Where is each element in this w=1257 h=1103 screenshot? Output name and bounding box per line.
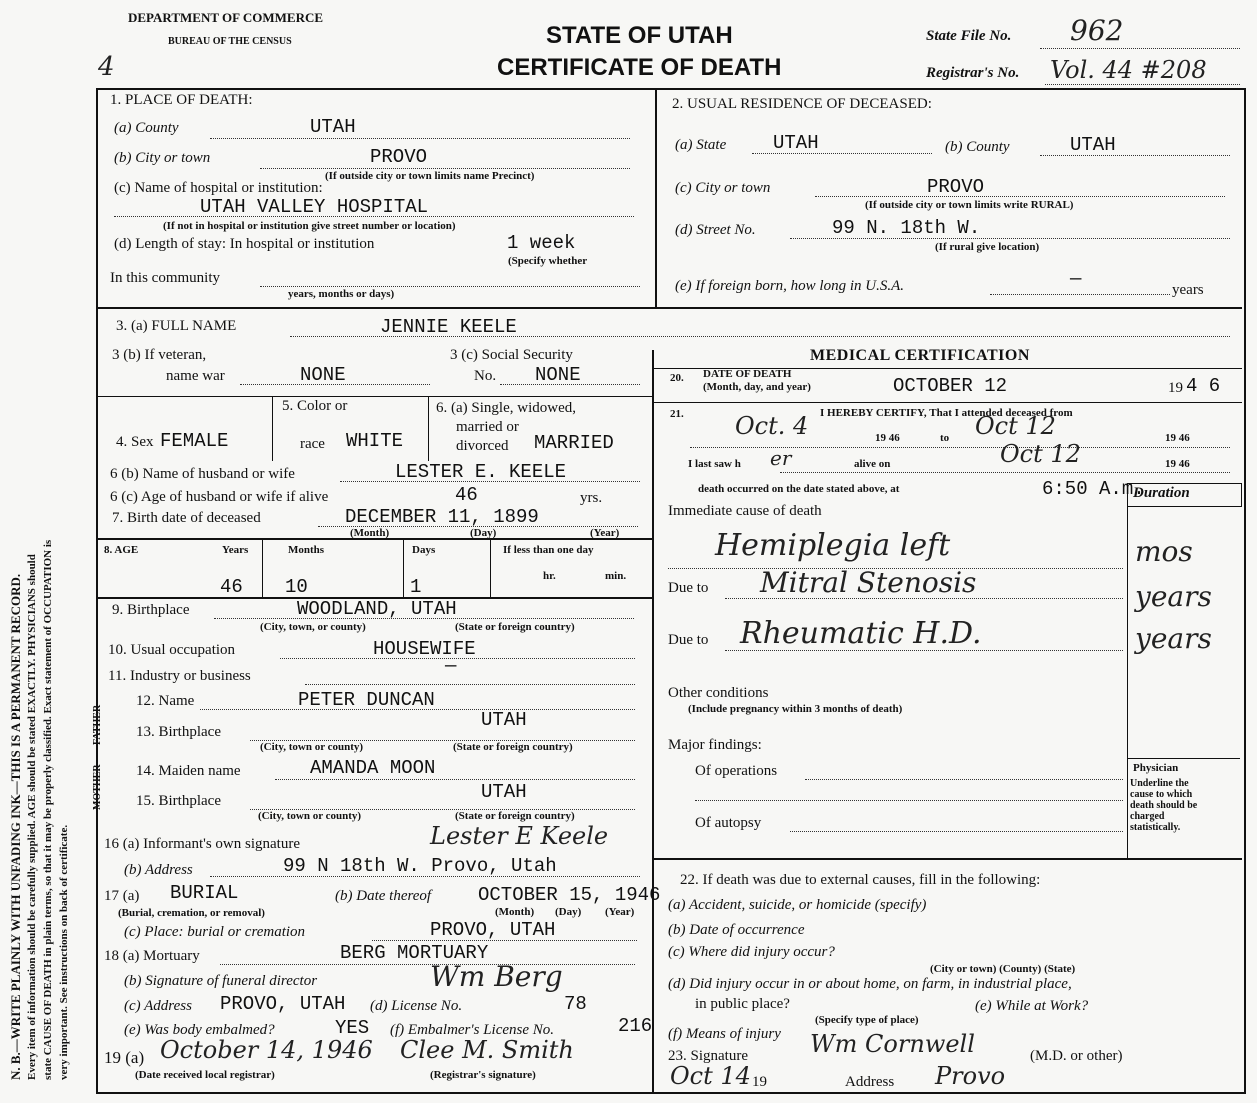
- duration-label: Duration: [1133, 485, 1190, 501]
- birthplace-value: WOODLAND, UTAH: [297, 598, 457, 620]
- father-side-label: FATHER: [92, 704, 103, 745]
- external-f: (f) Means of injury: [668, 1026, 781, 1042]
- industry-value: —: [445, 655, 457, 677]
- hospital-value: UTAH VALLEY HOSPITAL: [200, 196, 429, 218]
- due-to-1-duration: years: [1135, 580, 1212, 613]
- residence-heading: 2. USUAL RESIDENCE OF DECEASED:: [672, 96, 932, 112]
- immediate-cause-value: Hemiplegia left: [715, 528, 951, 563]
- embalmer-license-label: (f) Embalmer's License No.: [390, 1022, 555, 1038]
- spouse-age-label: 6 (c) Age of husband or wife if alive: [110, 489, 329, 505]
- registrar-item-label: 19 (a): [104, 1048, 145, 1067]
- attended-from: Oct. 4: [735, 412, 809, 440]
- full-name-value: JENNIE KEELE: [380, 316, 517, 338]
- medical-heading: MEDICAL CERTIFICATION: [810, 347, 1030, 364]
- social-security-value: NONE: [535, 364, 581, 386]
- hospital-note: (If not in hospital or institution give street number or location): [163, 220, 456, 232]
- mother-state-note: (State or foreign country): [455, 810, 575, 822]
- father-name-value: PETER DUNCAN: [298, 689, 435, 711]
- occupation-value: HOUSEWIFE: [373, 638, 476, 660]
- res-street-label: (d) Street No.: [675, 222, 756, 238]
- res-county-value: UTAH: [1070, 134, 1116, 156]
- occupation-label: 10. Usual occupation: [108, 642, 236, 658]
- date-of-death-year-prefix: 19: [1168, 380, 1183, 396]
- marital-label-3: divorced: [456, 438, 509, 454]
- due-to-1-label: Due to: [668, 580, 709, 596]
- alive-on-label: alive on: [854, 458, 891, 470]
- age-days-value: 1: [410, 576, 422, 598]
- mortuary-license-value: 78: [564, 993, 587, 1015]
- state-file-value: 962: [1070, 14, 1124, 47]
- death-county-label: (a) County: [114, 120, 179, 136]
- physician-note-title: Physician: [1133, 762, 1179, 774]
- signature-year-prefix: 19: [752, 1074, 767, 1090]
- registrar-label: Registrar's No.: [926, 65, 1020, 81]
- res-street-note: (If rural give location): [935, 241, 1040, 253]
- certify-num: 21.: [670, 408, 684, 420]
- informant-address-value: 99 N 18th W. Provo, Utah: [283, 855, 557, 877]
- father-birthplace-label: 13. Birthplace: [136, 724, 221, 740]
- other-conditions-note: (Include pregnancy within 3 months of death): [688, 703, 903, 715]
- signature-address: Provo: [935, 1062, 1006, 1090]
- due-to-2-duration: years: [1135, 622, 1212, 655]
- father-city-note: (City, town or county): [260, 741, 364, 753]
- immediate-duration: mos: [1135, 535, 1193, 568]
- age-hr-label: hr.: [543, 570, 556, 582]
- burial-date-day-note: (Day): [555, 906, 582, 918]
- length-of-stay-value: 1 week: [507, 232, 576, 254]
- foreign-born-label: (e) If foreign born, how long in U.S.A.: [675, 278, 905, 294]
- date-of-death-num: 20.: [670, 372, 684, 384]
- other-conditions-label: Other conditions: [668, 685, 769, 701]
- informant-address-label: (b) Address: [124, 862, 193, 878]
- veteran-value: NONE: [300, 364, 346, 386]
- age-lt-day-label: If less than one day: [503, 544, 594, 556]
- age-months-value: 10: [285, 576, 308, 598]
- date-of-death-value: OCTOBER 12: [893, 375, 1008, 397]
- mother-side-label: MOTHER: [92, 764, 103, 810]
- length-of-stay-note: (Specify whether: [508, 255, 588, 267]
- form-title: CERTIFICATE OF DEATH: [497, 54, 782, 81]
- father-birthplace-value: UTAH: [481, 709, 527, 731]
- external-e: (e) While at Work?: [975, 998, 1089, 1014]
- burial-date-label: (b) Date thereof: [335, 888, 432, 904]
- funeral-director-signature: Wm Berg: [430, 960, 563, 993]
- certify-text: I HEREBY CERTIFY, That I attended deceased from: [820, 407, 1073, 419]
- due-to-1-value: Mitral Stenosis: [760, 566, 977, 599]
- external-d1: (d) Did injury occur in or about home, on farm, in industrial place,: [668, 976, 1072, 992]
- community-label: In this community: [110, 270, 220, 286]
- immediate-cause-label: Immediate cause of death: [668, 503, 822, 519]
- race-label: race: [300, 436, 325, 452]
- age-days-label: Days: [412, 544, 436, 556]
- last-saw-label: I last saw h: [688, 458, 741, 470]
- hospital-label: (c) Name of hospital or institution:: [114, 180, 323, 196]
- veteran-war-label: name war: [166, 368, 225, 384]
- burial-note: (Burial, cremation, or removal): [118, 907, 265, 919]
- external-a: (a) Accident, suicide, or homicide (specify): [668, 897, 927, 913]
- res-state-value: UTAH: [773, 132, 819, 154]
- registrar-signature: Clee M. Smith: [400, 1036, 574, 1064]
- age-label: 8. AGE: [104, 544, 139, 556]
- age-min-label: min.: [605, 570, 627, 582]
- signature-date: Oct 14: [670, 1062, 751, 1090]
- age-years-label: Years: [222, 544, 249, 556]
- attended-to: Oct 12: [975, 412, 1056, 440]
- marital-label-2: married or: [456, 419, 519, 435]
- burial-date-value: OCTOBER 15, 1946: [478, 884, 661, 906]
- form-title-state: STATE OF UTAH: [546, 22, 733, 49]
- attended-to-year: 19 46: [1165, 432, 1190, 444]
- date-of-death-year: 4 6: [1186, 375, 1221, 397]
- signature-label: 23. Signature: [668, 1048, 748, 1064]
- external-heading: 22. If death was due to external causes, fill in the following:: [680, 872, 1041, 888]
- attended-from-year: 19 46: [875, 432, 900, 444]
- father-state-note: (State or foreign country): [453, 741, 573, 753]
- death-county-value: UTAH: [310, 116, 356, 138]
- registrar-sig-note: (Registrar's signature): [430, 1069, 536, 1081]
- age-months-label: Months: [288, 544, 325, 556]
- burial-place-label: (c) Place: burial or cremation: [124, 924, 306, 940]
- mother-birthplace-value: UTAH: [481, 781, 527, 803]
- spouse-age-value: 46: [455, 484, 478, 506]
- res-city-label: (c) City or town: [675, 180, 771, 196]
- death-city-value: PROVO: [370, 146, 428, 168]
- color-label: 5. Color or: [282, 398, 348, 414]
- birth-day-note: (Day): [470, 527, 497, 539]
- full-name-label: 3. (a) FULL NAME: [116, 318, 237, 334]
- marital-value: MARRIED: [534, 432, 614, 454]
- birthplace-label: 9. Birthplace: [112, 602, 190, 618]
- mortuary-value: BERG MORTUARY: [340, 942, 489, 964]
- mortuary-label: 18 (a) Mortuary: [104, 948, 200, 964]
- date-of-death-label: DATE OF DEATH: [703, 368, 792, 380]
- industry-label: 11. Industry or business: [108, 668, 251, 684]
- birth-date-value: DECEMBER 11, 1899: [345, 506, 539, 528]
- corner-mark: 4: [98, 52, 115, 82]
- burial-label: 17 (a): [104, 888, 140, 904]
- birthplace-state-note: (State or foreign country): [455, 621, 575, 633]
- race-value: WHITE: [346, 430, 404, 452]
- due-to-2-value: Rheumatic H.D.: [740, 616, 982, 651]
- bureau-label: BUREAU OF THE CENSUS: [168, 36, 292, 47]
- mortuary-address-label: (c) Address: [124, 998, 192, 1014]
- father-name-label: 12. Name: [136, 693, 195, 709]
- foreign-born-value: —: [1070, 268, 1082, 290]
- alive-on-value: Oct 12: [1000, 440, 1081, 468]
- operations-label: Of operations: [695, 763, 778, 779]
- sex-label: 4. Sex: [116, 434, 154, 450]
- date-of-death-note: (Month, day, and year): [703, 381, 811, 393]
- external-c: (c) Where did injury occur?: [668, 944, 835, 960]
- veteran-label: 3 (b) If veteran,: [112, 347, 207, 363]
- spouse-age-yrs: yrs.: [580, 490, 603, 506]
- spouse-label: 6 (b) Name of husband or wife: [110, 466, 295, 482]
- marital-label-1: 6. (a) Single, widowed,: [436, 400, 576, 416]
- birth-year-note: (Year): [590, 527, 620, 539]
- signature-md-label: (M.D. or other): [1030, 1048, 1123, 1064]
- burial-place-value: PROVO, UTAH: [430, 919, 556, 941]
- autopsy-label: Of autopsy: [695, 815, 762, 831]
- res-street-value: 99 N. 18th W.: [832, 217, 981, 239]
- side-instructions-2: Every item of information should be carefully supplied. AGE should be stated EXACTLY. PHYSICIANS should: [26, 554, 38, 1080]
- social-security-label: 3 (c) Social Security: [450, 347, 573, 363]
- mother-maiden-value: AMANDA MOON: [310, 757, 436, 779]
- sex-value: FEMALE: [160, 430, 229, 452]
- burial-value: BURIAL: [170, 882, 239, 904]
- external-d-note: (Specify type of place): [815, 1014, 919, 1026]
- community-note: years, months or days): [288, 288, 395, 300]
- side-instructions-4: very important. See instructions on back of certificate.: [58, 824, 70, 1080]
- res-city-note: (If outside city or town limits write RURAL): [865, 199, 1074, 211]
- external-b: (b) Date of occurrence: [668, 922, 805, 938]
- embalmer-license-value: 216: [618, 1015, 653, 1037]
- registrar-value: Vol. 44 #208: [1050, 56, 1207, 84]
- birth-date-label: 7. Birth date of deceased: [112, 510, 261, 526]
- due-to-2-label: Due to: [668, 632, 709, 648]
- res-city-value: PROVO: [927, 176, 985, 198]
- informant-signature: Lester E Keele: [430, 822, 609, 850]
- place-of-death-heading: 1. PLACE OF DEATH:: [110, 92, 253, 108]
- state-file-label: State File No.: [926, 28, 1012, 44]
- external-d2: in public place?: [695, 996, 790, 1012]
- last-saw-pronoun: er: [770, 446, 792, 470]
- burial-date-month-note: (Month): [495, 906, 535, 918]
- major-findings-label: Major findings:: [668, 737, 762, 753]
- registrar-date: October 14, 1946: [160, 1036, 373, 1064]
- embalmed-label: (e) Was body embalmed?: [124, 1022, 275, 1038]
- mother-city-note: (City, town or county): [258, 810, 362, 822]
- birth-month-note: (Month): [350, 527, 390, 539]
- time-of-death: 6:50 A.m.: [1042, 478, 1145, 500]
- death-city-note: (If outside city or town limits name Precinct): [325, 170, 535, 182]
- funeral-director-label: (b) Signature of funeral director: [124, 973, 318, 989]
- registrar-date-note: (Date received local registrar): [135, 1069, 275, 1081]
- mother-birthplace-label: 15. Birthplace: [136, 793, 221, 809]
- department-label: DEPARTMENT OF COMMERCE: [128, 10, 324, 25]
- side-instructions-3: state CAUSE OF DEATH in plain terms, so that it may be properly classified. Exact statement of OCCUPATION is: [42, 539, 54, 1080]
- external-c-note: (City or town) (County) (State): [930, 963, 1076, 975]
- alive-on-year: 19 46: [1165, 458, 1190, 470]
- physician-note: Underline the cause to which death should be charged statistically.: [1130, 778, 1198, 833]
- res-state-label: (a) State: [675, 137, 727, 153]
- attended-to-label: to: [940, 432, 950, 444]
- mortuary-address-value: PROVO, UTAH: [220, 993, 346, 1015]
- mortuary-license-label: (d) License No.: [370, 998, 463, 1014]
- burial-date-year-note: (Year): [605, 906, 635, 918]
- foreign-years-label: years: [1172, 282, 1204, 298]
- mother-maiden-label: 14. Maiden name: [136, 763, 241, 779]
- death-city-label: (b) City or town: [114, 150, 211, 166]
- res-county-label: (b) County: [945, 139, 1010, 155]
- signature-address-label: Address: [845, 1074, 895, 1090]
- physician-signature: Wm Cornwell: [810, 1030, 975, 1058]
- length-of-stay-label: (d) Length of stay: In hospital or institution: [114, 236, 375, 252]
- spouse-value: LESTER E. KEELE: [395, 461, 567, 483]
- embalmed-value: YES: [335, 1017, 370, 1039]
- birthplace-city-note: (City, town, or county): [260, 621, 366, 633]
- social-security-no-label: No.: [474, 368, 497, 384]
- age-years-value: 46: [220, 576, 243, 598]
- occurred-label: death occurred on the date stated above, at: [698, 483, 900, 495]
- informant-sig-label: 16 (a) Informant's own signature: [104, 836, 300, 852]
- side-instructions-1: N. B.—WRITE PLAINLY WITH UNFADING INK—THIS IS A PERMANENT RECORD.: [8, 573, 23, 1080]
